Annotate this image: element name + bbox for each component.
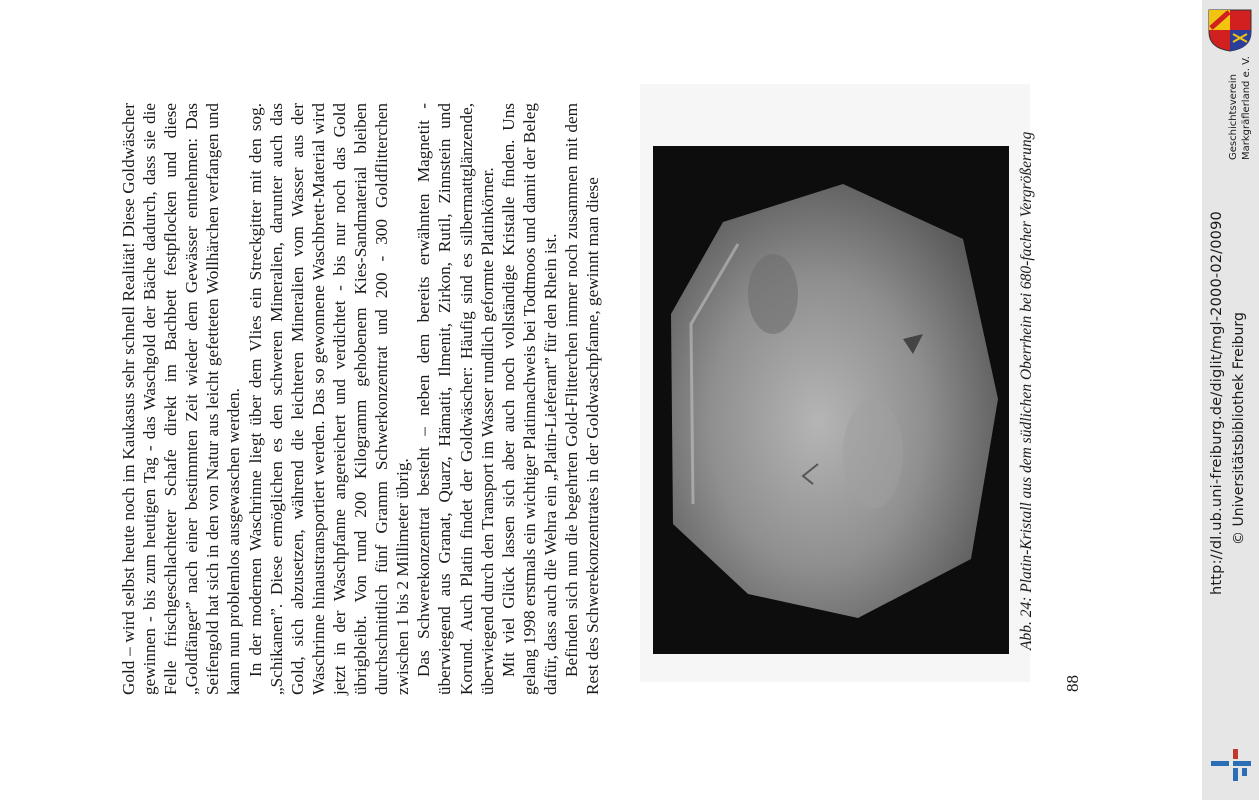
page-number: 88 [1063, 675, 1082, 692]
paragraph: Gold – wird selbst heute noch im Kaukasus sehr schnell Realität! Diese Goldwäscher gewinnen - bis zum heutigen Tag - das Waschgold der Bäche dadurch, dass sie die Felle frischgeschlachteter Schafe direkt im Bachbett festpflocken und diese „Goldfänger” nach einer bestimmten Zeit wieder dem Gewässer entnehmen: Das Seifengold hat sich in den von Natur aus leicht gefetteten Wollhärchen verfangen und kann nun problemlos ausgewaschen werden. [119, 103, 244, 695]
paragraph: Das Schwerekonzentrat besteht – neben dem bereits erwähnten Magnetit - überwiegend aus Granat, Quarz, Hämatit, Ilmenit, Zirkon, Rutil, Zinnstein und Korund. Auch Platin findet der Goldwäscher: Häufig sind es silbermattglänzende, überwiegend durch den Transport im Wasser rundlich geformte Platinkörner. [414, 103, 497, 695]
figure-caption: Abb. 24: Platin-Kristall aus dem südlichen Oberrhein bei 680-facher Vergrößerung [1018, 131, 1035, 650]
document-url[interactable]: http://dl.ub.uni-freiburg.de/diglit/mgl-2000-02/0090 [1209, 211, 1225, 595]
sidebar-text [1199, 0, 1259, 800]
copyright-notice: © Universitätsbibliothek Freiburg [1231, 312, 1247, 545]
organization-name-line2: Markgräflerland e. V. [1241, 56, 1252, 160]
organization-name: Geschichtsverein [1228, 74, 1239, 160]
body-text [118, 103, 603, 695]
crystal-image [653, 146, 1009, 654]
library-logo-icon [1209, 747, 1253, 783]
paragraph: In der modernen Waschrinne liegt über dem Vlies ein Streckgitter mit den sog. „Schikanen”. Diese ermöglichen es den schweren Mineralien, darunter auch das Gold, sich abzusetzen, während die leichteren Mineralien vom Wasser aus der Waschrinne hinaustransportiert werden. Das so gewonnene Waschbrett-Material wird jetzt in der Waschpfanne angereichert und verdichtet - bis nur noch das Gold übrigbleibt. Von rund 200 Kilogramm gehobenem Kies-Sandmaterial bleiben durchschnittlich fünf Gramm Schwerkonzentrat und 200 - 300 Goldflitterchen zwischen 1 bis 2 Millimeter übrig. [245, 103, 413, 695]
paragraph: Mit viel Glück lassen sich aber auch noch vollständige Kristalle finden. Uns gelang 1998 erstmals ein wichtiger Platinnachweis bei Todtmoos und damit der Beleg dafür, dass auch die Wehra ein „Platin-Lieferant” für den Rhein ist. [498, 103, 560, 695]
paragraph: Befinden sich nun die begehrten Gold-Flitterchen immer noch zusammen mit dem Rest des Schwerekonzentrates in der Goldwaschpfanne, gewinnt man diese [561, 103, 603, 695]
platinum-crystal-photo [653, 146, 1009, 654]
